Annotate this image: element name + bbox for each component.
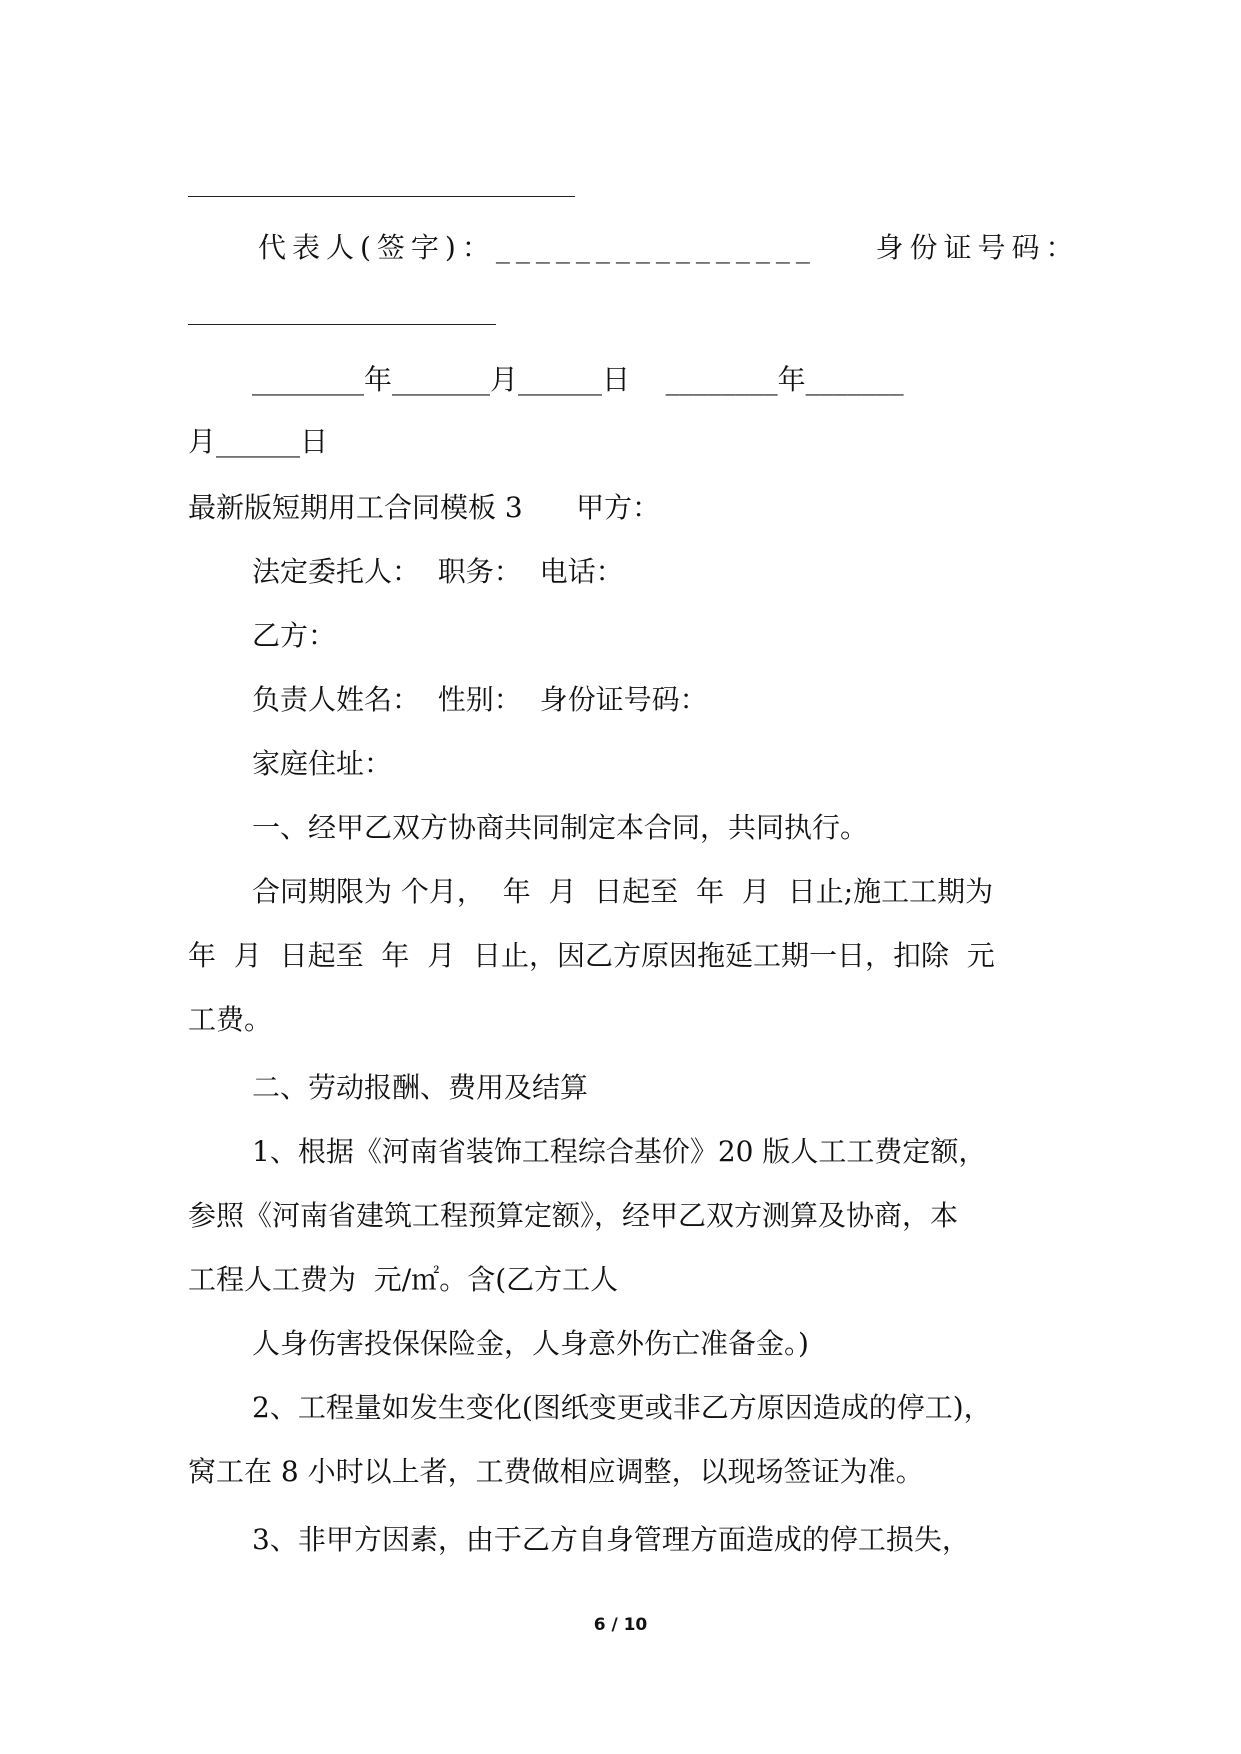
clause-2-item-3-line-1: 3、非甲方因素，由于乙方自身管理方面造成的停工损失， [252, 1523, 970, 1556]
clause-2-item-1-line-4: 人身伤害投保保险金，人身意外伤亡准备金。) [252, 1327, 809, 1360]
party-a-legal-rep: 法定委托人： 职务： 电话： [252, 555, 624, 588]
party-b-label: 乙方： [252, 619, 337, 652]
home-address: 家庭住址： [252, 747, 393, 780]
date-line-1: ________年_______月______日 ________年_______ [252, 363, 904, 396]
date-line-2: 月______日 [188, 425, 329, 458]
clause-1-text-2: 年 月 日起至 年 月 日止，因乙方原因拖延工期一日，扣除 元 [188, 939, 995, 972]
clause-2-item-2-line-2: 窝工在 8 小时以上者，工费做相应调整，以现场签证为准。 [188, 1455, 924, 1488]
clause-2-heading: 二、劳动报酬、费用及结算 [252, 1071, 589, 1104]
party-b-person: 负责人姓名： 性别： 身份证号码： [252, 683, 708, 716]
clause-1-text-1: 合同期限为 个月， 年 月 日起至 年 月 日止;施工工期为 [252, 875, 994, 908]
signature-rule-top [188, 196, 575, 197]
contract-title: 最新版短期用工合同模板 3 甲方： [188, 491, 661, 524]
clause-2-item-1-line-1: 1、根据《河南省装饰工程综合基价》20 版人工工费定额， [252, 1135, 987, 1168]
representative-signature-line: 代表人(签字)：________________ 身份证号码： [258, 231, 1080, 264]
clause-1-text-3: 工费。 [188, 1003, 273, 1036]
clause-2-item-2-line-1: 2、工程量如发生变化(图纸变更或非乙方原因造成的停工)， [252, 1391, 992, 1424]
id-number-rule [188, 324, 496, 325]
clause-1-heading: 一、经甲乙双方协商共同制定本合同，共同执行。 [252, 811, 869, 844]
clause-2-item-1-line-2: 参照《河南省建筑工程预算定额》，经甲乙双方测算及协商，本 [188, 1199, 959, 1232]
clause-2-item-1-line-3: 工程人工费为 元/㎡。含(乙方工人 [188, 1263, 619, 1296]
page-number: 6 / 10 [593, 1615, 648, 1635]
